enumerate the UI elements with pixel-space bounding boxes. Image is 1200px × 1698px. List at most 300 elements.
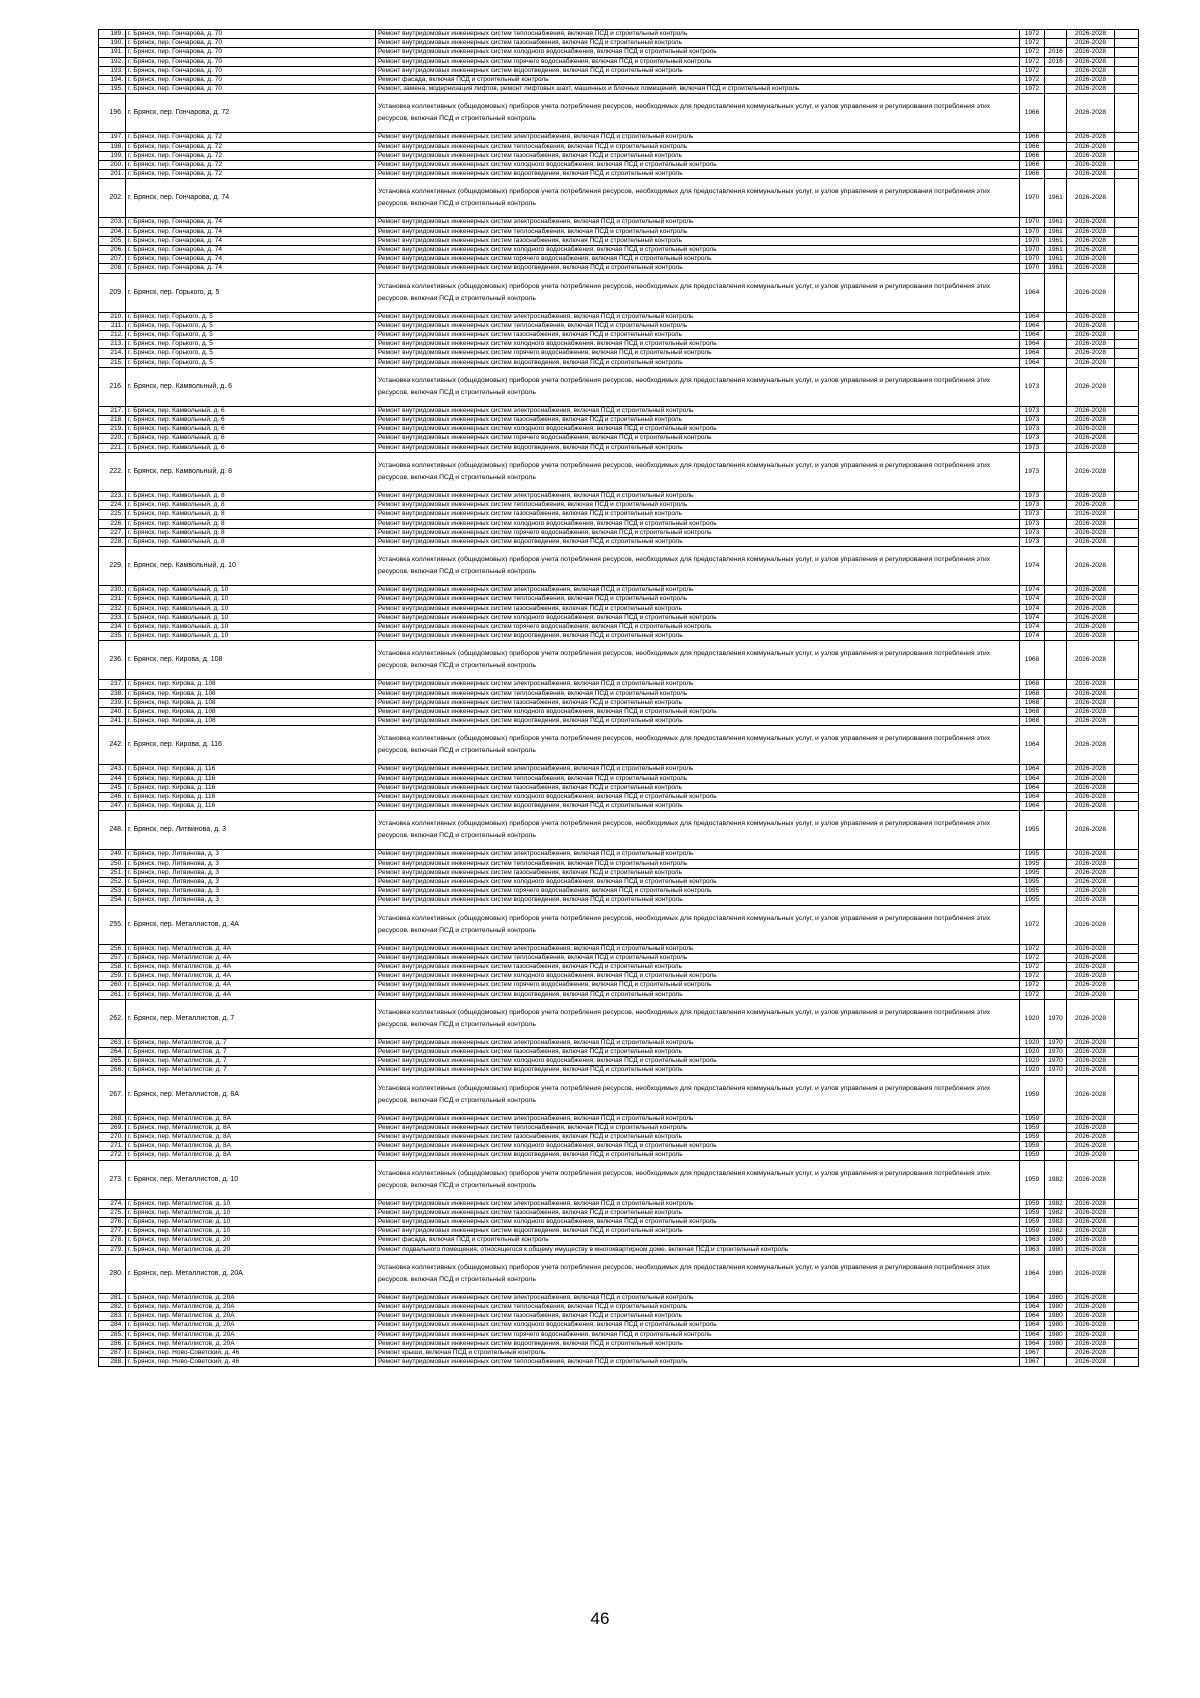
table-row [99, 698, 1139, 707]
row-number: 200. [99, 161, 126, 170]
period-cell: 2026-2028 [1067, 1160, 1115, 1199]
work-type-cell: Ремонт внутридомовых инженерных систем холодного водоснабжения, включая ПСД и строительный контроль [376, 1218, 1020, 1227]
year-built-cell: 1920 [1020, 1057, 1045, 1066]
empty-cell [1115, 1330, 1139, 1339]
row-number: 194. [99, 76, 126, 85]
table-row [99, 783, 1139, 792]
year-renovated-cell [1045, 990, 1067, 999]
address-cell: г. Брянск, пер. Камвольный, д. 8 [126, 491, 376, 500]
year-built-cell: 1973 [1020, 528, 1045, 537]
year-renovated-cell [1045, 94, 1067, 133]
row-number: 271. [99, 1142, 126, 1151]
work-type-cell: Установка коллективных (общедомовых) приборов учета потребления ресурсов, необходимых для предоставления коммунальных услуг, и узлов управления и регулирования потребления этих ресурсов, включая ПСД и строительный контроль [376, 1160, 1020, 1199]
year-renovated-cell [1045, 1349, 1067, 1358]
work-type-cell: Ремонт внутридомовых инженерных систем холодного водоснабжения, включая ПСД и строительный контроль [376, 707, 1020, 716]
empty-cell [1115, 689, 1139, 698]
address-cell: г. Брянск, пер. Металлистов, д. 10 [126, 1208, 376, 1217]
year-built-cell: 1970 [1020, 218, 1045, 227]
address-cell: г. Брянск, пер. Камвольный, д. 8 [126, 452, 376, 491]
year-built-cell: 1972 [1020, 85, 1045, 94]
row-number: 204. [99, 227, 126, 236]
table-row [99, 1151, 1139, 1160]
year-built-cell: 1973 [1020, 452, 1045, 491]
row-number: 230. [99, 586, 126, 595]
address-cell: г. Брянск, пер. Камвольный, д. 6 [126, 367, 376, 406]
period-cell: 2026-2028 [1067, 406, 1115, 415]
year-renovated-cell: 1980 [1045, 1330, 1067, 1339]
year-built-cell: 1970 [1020, 179, 1045, 218]
address-cell: г. Брянск, пер. Камвольный, д. 6 [126, 443, 376, 452]
work-type-cell: Ремонт внутридомовых инженерных систем теплоснабжения, включая ПСД и строительный контроль [376, 1358, 1020, 1367]
year-renovated-cell [1045, 717, 1067, 726]
work-type-cell: Ремонт, замена, модернизация лифтов, ремонт лифтовых шахт, машинных и блочных помещений, включая ПСД и строительный контроль [376, 85, 1020, 94]
table-row [99, 227, 1139, 236]
work-type-cell: Ремонт внутридомовых инженерных систем электроснабжения, включая ПСД и строительный контроль [376, 312, 1020, 321]
row-number: 242. [99, 726, 126, 765]
year-renovated-cell [1045, 510, 1067, 519]
year-renovated-cell [1045, 896, 1067, 905]
row-number: 287. [99, 1349, 126, 1358]
work-type-cell: Ремонт внутридомовых инженерных систем холодного водоснабжения, включая ПСД и строительный контроль [376, 613, 1020, 622]
empty-cell [1115, 859, 1139, 868]
work-type-cell: Ремонт внутридомовых инженерных систем теплоснабжения, включая ПСД и строительный контроль [376, 227, 1020, 236]
work-type-cell: Установка коллективных (общедомовых) приборов учета потребления ресурсов, необходимых для предоставления коммунальных услуг, и узлов управления и регулирования потребления этих ресурсов, включая ПСД и строительный контроль [376, 273, 1020, 312]
table-row [99, 406, 1139, 415]
period-cell: 2026-2028 [1067, 877, 1115, 886]
empty-cell [1115, 887, 1139, 896]
period-cell: 2026-2028 [1067, 962, 1115, 971]
address-cell: г. Брянск, пер. Металлистов, д. 7 [126, 999, 376, 1038]
table-row [99, 850, 1139, 859]
year-renovated-cell [1045, 981, 1067, 990]
year-built-cell: 1974 [1020, 622, 1045, 631]
address-cell: г. Брянск, пер. Литвинова, д. 3 [126, 896, 376, 905]
table-row [99, 1123, 1139, 1132]
address-cell: г. Брянск, пер. Горького, д. 5 [126, 331, 376, 340]
year-renovated-cell [1045, 358, 1067, 367]
period-cell: 2026-2028 [1067, 792, 1115, 801]
empty-cell [1115, 707, 1139, 716]
table-row [99, 905, 1139, 944]
year-built-cell: 1959 [1020, 1160, 1045, 1199]
year-renovated-cell [1045, 142, 1067, 151]
address-cell: г. Брянск, пер. Гончарова, д. 70 [126, 57, 376, 66]
table-row [99, 57, 1139, 66]
period-cell: 2026-2028 [1067, 622, 1115, 631]
empty-cell [1115, 30, 1139, 39]
year-renovated-cell: 1982 [1045, 1218, 1067, 1227]
empty-cell [1115, 595, 1139, 604]
empty-cell [1115, 999, 1139, 1038]
year-built-cell: 1972 [1020, 76, 1045, 85]
year-renovated-cell [1045, 905, 1067, 944]
year-built-cell: 1973 [1020, 510, 1045, 519]
table-row [99, 273, 1139, 312]
year-renovated-cell: 1970 [1045, 1048, 1067, 1057]
year-built-cell: 1964 [1020, 783, 1045, 792]
table-row [99, 877, 1139, 886]
table-row [99, 48, 1139, 57]
table-row [99, 547, 1139, 586]
year-renovated-cell [1045, 953, 1067, 962]
row-number: 246. [99, 792, 126, 801]
empty-cell [1115, 85, 1139, 94]
row-number: 280. [99, 1254, 126, 1293]
empty-cell [1115, 312, 1139, 321]
year-renovated-cell: 1980 [1045, 1236, 1067, 1245]
year-built-cell: 1966 [1020, 133, 1045, 142]
address-cell: г. Брянск, пер. Горького, д. 5 [126, 273, 376, 312]
empty-cell [1115, 1160, 1139, 1199]
address-cell: г. Брянск, пер. Ново-Советский, д. 46 [126, 1349, 376, 1358]
table-row [99, 151, 1139, 160]
year-renovated-cell [1045, 85, 1067, 94]
year-built-cell: 1966 [1020, 151, 1045, 160]
year-renovated-cell: 1961 [1045, 236, 1067, 245]
address-cell: г. Брянск, пер. Металлистов, д. 7 [126, 1057, 376, 1066]
year-renovated-cell: 1980 [1045, 1339, 1067, 1348]
address-cell: г. Брянск, пер. Камвольный, д. 6 [126, 406, 376, 415]
row-number: 232. [99, 604, 126, 613]
table-body [99, 30, 1139, 1367]
row-number: 283. [99, 1312, 126, 1321]
empty-cell [1115, 868, 1139, 877]
empty-cell [1115, 680, 1139, 689]
year-built-cell: 1972 [1020, 30, 1045, 39]
period-cell: 2026-2028 [1067, 726, 1115, 765]
row-number: 226. [99, 519, 126, 528]
address-cell: г. Брянск, пер. Гончарова, д. 70 [126, 66, 376, 75]
address-cell: г. Брянск, пер. Камвольный, д. 8 [126, 501, 376, 510]
period-cell: 2026-2028 [1067, 170, 1115, 179]
work-type-cell: Ремонт внутридомовых инженерных систем водоотведения, включая ПСД и строительный контроль [376, 990, 1020, 999]
empty-cell [1115, 622, 1139, 631]
row-number: 218. [99, 416, 126, 425]
empty-cell [1115, 321, 1139, 330]
year-renovated-cell [1045, 76, 1067, 85]
period-cell: 2026-2028 [1067, 1227, 1115, 1236]
period-cell: 2026-2028 [1067, 151, 1115, 160]
period-cell: 2026-2028 [1067, 1245, 1115, 1254]
address-cell: г. Брянск, пер. Гончарова, д. 72 [126, 151, 376, 160]
year-renovated-cell: 1980 [1045, 1321, 1067, 1330]
table-row [99, 30, 1139, 39]
year-built-cell: 1974 [1020, 586, 1045, 595]
table-row [99, 1075, 1139, 1114]
period-cell: 2026-2028 [1067, 1312, 1115, 1321]
period-cell: 2026-2028 [1067, 358, 1115, 367]
year-built-cell: 1959 [1020, 1075, 1045, 1114]
year-built-cell: 1964 [1020, 726, 1045, 765]
period-cell: 2026-2028 [1067, 1199, 1115, 1208]
row-number: 192. [99, 57, 126, 66]
period-cell: 2026-2028 [1067, 1254, 1115, 1293]
table-row [99, 1218, 1139, 1227]
year-built-cell: 1959 [1020, 1199, 1045, 1208]
period-cell: 2026-2028 [1067, 133, 1115, 142]
year-renovated-cell [1045, 887, 1067, 896]
work-type-cell: Ремонт внутридомовых инженерных систем холодного водоснабжения, включая ПСД и строительный контроль [376, 792, 1020, 801]
empty-cell [1115, 641, 1139, 680]
work-type-cell: Ремонт внутридомовых инженерных систем горячего водоснабжения, включая ПСД и строительный контроль [376, 528, 1020, 537]
empty-cell [1115, 981, 1139, 990]
period-cell: 2026-2028 [1067, 255, 1115, 264]
period-cell: 2026-2028 [1067, 999, 1115, 1038]
empty-cell [1115, 877, 1139, 886]
row-number: 284. [99, 1321, 126, 1330]
empty-cell [1115, 632, 1139, 641]
work-type-cell: Ремонт внутридомовых инженерных систем горячего водоснабжения, включая ПСД и строительный контроль [376, 434, 1020, 443]
year-built-cell: 1959 [1020, 1142, 1045, 1151]
year-built-cell: 1963 [1020, 1236, 1045, 1245]
period-cell: 2026-2028 [1067, 765, 1115, 774]
address-cell: г. Брянск, пер. Металлистов, д. 10 [126, 1160, 376, 1199]
year-built-cell: 1974 [1020, 547, 1045, 586]
year-renovated-cell: 1982 [1045, 1160, 1067, 1199]
empty-cell [1115, 1208, 1139, 1217]
table-row [99, 1048, 1139, 1057]
row-number: 227. [99, 528, 126, 537]
period-cell: 2026-2028 [1067, 161, 1115, 170]
year-renovated-cell [1045, 604, 1067, 613]
address-cell: г. Брянск, пер. Кирова, д. 116 [126, 802, 376, 811]
period-cell: 2026-2028 [1067, 1114, 1115, 1123]
table-row [99, 972, 1139, 981]
address-cell: г. Брянск, пер. Металлистов, д. 8А [126, 1075, 376, 1114]
row-number: 282. [99, 1303, 126, 1312]
address-cell: г. Брянск, пер. Гончарова, д. 70 [126, 85, 376, 94]
period-cell: 2026-2028 [1067, 510, 1115, 519]
year-built-cell: 1970 [1020, 246, 1045, 255]
work-type-cell: Ремонт внутридомовых инженерных систем горячего водоснабжения, включая ПСД и строительный контроль [376, 349, 1020, 358]
empty-cell [1115, 367, 1139, 406]
table-row [99, 416, 1139, 425]
row-number: 258. [99, 962, 126, 971]
work-type-cell: Ремонт внутридомовых инженерных систем горячего водоснабжения, включая ПСД и строительный контроль [376, 1330, 1020, 1339]
work-type-cell: Ремонт внутридомовых инженерных систем газоснабжения, включая ПСД и строительный контроль [376, 604, 1020, 613]
table-row [99, 595, 1139, 604]
work-type-cell: Ремонт внутридомовых инженерных систем электроснабжения, включая ПСД и строительный контроль [376, 765, 1020, 774]
row-number: 190. [99, 39, 126, 48]
address-cell: г. Брянск, пер. Литвинова, д. 3 [126, 811, 376, 850]
address-cell: г. Брянск, пер. Гончарова, д. 74 [126, 236, 376, 245]
table-row [99, 1114, 1139, 1123]
empty-cell [1115, 537, 1139, 546]
address-cell: г. Брянск, пер. Кирова, д. 116 [126, 774, 376, 783]
work-type-cell: Ремонт внутридомовых инженерных систем водоотведения, включая ПСД и строительный контроль [376, 1227, 1020, 1236]
empty-cell [1115, 783, 1139, 792]
address-cell: г. Брянск, пер. Металлистов, д. 4А [126, 944, 376, 953]
empty-cell [1115, 717, 1139, 726]
table-row [99, 586, 1139, 595]
empty-cell [1115, 349, 1139, 358]
year-built-cell: 1973 [1020, 367, 1045, 406]
row-number: 235. [99, 632, 126, 641]
table-row [99, 859, 1139, 868]
row-number: 240. [99, 707, 126, 716]
period-cell: 2026-2028 [1067, 868, 1115, 877]
period-cell: 2026-2028 [1067, 1066, 1115, 1075]
row-number: 195. [99, 85, 126, 94]
row-number: 236. [99, 641, 126, 680]
row-number: 259. [99, 972, 126, 981]
table-row [99, 312, 1139, 321]
address-cell: г. Брянск, пер. Гончарова, д. 74 [126, 264, 376, 273]
period-cell: 2026-2028 [1067, 783, 1115, 792]
table-row [99, 1057, 1139, 1066]
year-renovated-cell [1045, 151, 1067, 160]
period-cell: 2026-2028 [1067, 57, 1115, 66]
row-number: 206. [99, 246, 126, 255]
table-row [99, 161, 1139, 170]
table-row [99, 434, 1139, 443]
work-type-cell: Ремонт внутридомовых инженерных систем теплоснабжения, включая ПСД и строительный контроль [376, 1123, 1020, 1132]
work-type-cell: Ремонт внутридомовых инженерных систем электроснабжения, включая ПСД и строительный контроль [376, 406, 1020, 415]
work-type-cell: Установка коллективных (общедомовых) приборов учета потребления ресурсов, необходимых для предоставления коммунальных услуг, и узлов управления и регулирования потребления этих ресурсов, включая ПСД и строительный контроль [376, 452, 1020, 491]
empty-cell [1115, 491, 1139, 500]
row-number: 253. [99, 887, 126, 896]
table-row [99, 179, 1139, 218]
row-number: 237. [99, 680, 126, 689]
empty-cell [1115, 1114, 1139, 1123]
year-renovated-cell [1045, 416, 1067, 425]
row-number: 256. [99, 944, 126, 953]
table-row [99, 1133, 1139, 1142]
year-built-cell: 1920 [1020, 1038, 1045, 1047]
year-built-cell: 1995 [1020, 868, 1045, 877]
address-cell: г. Брянск, пер. Металлистов, д. 20А [126, 1303, 376, 1312]
work-type-cell: Ремонт внутридомовых инженерных систем холодного водоснабжения, включая ПСД и строительный контроль [376, 972, 1020, 981]
year-built-cell: 1964 [1020, 802, 1045, 811]
table-row [99, 491, 1139, 500]
year-built-cell: 1973 [1020, 537, 1045, 546]
year-built-cell: 1974 [1020, 595, 1045, 604]
address-cell: г. Брянск, пер. Ново-Советский, д. 46 [126, 1358, 376, 1367]
address-cell: г. Брянск, пер. Камвольный, д. 6 [126, 434, 376, 443]
year-renovated-cell [1045, 1133, 1067, 1142]
table-row [99, 613, 1139, 622]
address-cell: г. Брянск, пер. Горького, д. 5 [126, 321, 376, 330]
year-renovated-cell [1045, 850, 1067, 859]
year-built-cell: 1970 [1020, 236, 1045, 245]
work-type-cell: Ремонт внутридомовых инженерных систем водоотведения, включая ПСД и строительный контроль [376, 896, 1020, 905]
address-cell: г. Брянск, пер. Горького, д. 5 [126, 312, 376, 321]
address-cell: г. Брянск, пер. Гончарова, д. 74 [126, 246, 376, 255]
address-cell: г. Брянск, пер. Кирова, д. 108 [126, 680, 376, 689]
year-built-cell: 1959 [1020, 1114, 1045, 1123]
address-cell: г. Брянск, пер. Металлистов, д. 4А [126, 972, 376, 981]
table-row [99, 255, 1139, 264]
address-cell: г. Брянск, пер. Металлистов, д. 10 [126, 1218, 376, 1227]
table-row [99, 1254, 1139, 1293]
address-cell: г. Брянск, пер. Камвольный, д. 6 [126, 416, 376, 425]
address-cell: г. Брянск, пер. Камвольный, д. 10 [126, 604, 376, 613]
year-renovated-cell: 1982 [1045, 1208, 1067, 1217]
row-number: 214. [99, 349, 126, 358]
period-cell: 2026-2028 [1067, 537, 1115, 546]
empty-cell [1115, 896, 1139, 905]
empty-cell [1115, 1123, 1139, 1132]
row-number: 238. [99, 689, 126, 698]
empty-cell [1115, 1038, 1139, 1047]
work-type-cell: Установка коллективных (общедомовых) приборов учета потребления ресурсов, необходимых для предоставления коммунальных услуг, и узлов управления и регулирования потребления этих ресурсов, включая ПСД и строительный контроль [376, 179, 1020, 218]
year-renovated-cell [1045, 595, 1067, 604]
period-cell: 2026-2028 [1067, 416, 1115, 425]
period-cell: 2026-2028 [1067, 1321, 1115, 1330]
year-built-cell: 1964 [1020, 774, 1045, 783]
address-cell: г. Брянск, пер. Металлистов, д. 8А [126, 1123, 376, 1132]
address-cell: г. Брянск, пер. Камвольный, д. 8 [126, 519, 376, 528]
year-renovated-cell: 1970 [1045, 1066, 1067, 1075]
address-cell: г. Брянск, пер. Металлистов, д. 8А [126, 1142, 376, 1151]
year-renovated-cell [1045, 491, 1067, 500]
table-row [99, 425, 1139, 434]
empty-cell [1115, 519, 1139, 528]
row-number: 241. [99, 717, 126, 726]
year-renovated-cell [1045, 547, 1067, 586]
year-renovated-cell [1045, 331, 1067, 340]
work-type-cell: Ремонт внутридомовых инженерных систем водоотведения, включая ПСД и строительный контроль [376, 1066, 1020, 1075]
row-number: 275. [99, 1208, 126, 1217]
year-built-cell: 1964 [1020, 1312, 1045, 1321]
row-number: 286. [99, 1339, 126, 1348]
year-renovated-cell: 1980 [1045, 1245, 1067, 1254]
table-row [99, 1321, 1139, 1330]
address-cell: г. Брянск, пер. Металлистов, д. 8А [126, 1114, 376, 1123]
empty-cell [1115, 133, 1139, 142]
address-cell: г. Брянск, пер. Гончарова, д. 70 [126, 30, 376, 39]
table-row [99, 501, 1139, 510]
year-renovated-cell [1045, 972, 1067, 981]
period-cell: 2026-2028 [1067, 528, 1115, 537]
table-row [99, 1227, 1139, 1236]
year-renovated-cell [1045, 632, 1067, 641]
period-cell: 2026-2028 [1067, 1057, 1115, 1066]
year-renovated-cell: 1982 [1045, 1227, 1067, 1236]
table-row [99, 340, 1139, 349]
empty-cell [1115, 227, 1139, 236]
year-renovated-cell [1045, 452, 1067, 491]
row-number: 248. [99, 811, 126, 850]
table-row [99, 1293, 1139, 1302]
table-row [99, 1245, 1139, 1254]
period-cell: 2026-2028 [1067, 1303, 1115, 1312]
address-cell: г. Брянск, пер. Металлистов, д. 4А [126, 981, 376, 990]
row-number: 273. [99, 1160, 126, 1199]
year-built-cell: 1967 [1020, 1358, 1045, 1367]
year-built-cell: 1972 [1020, 962, 1045, 971]
row-number: 228. [99, 537, 126, 546]
table-row [99, 349, 1139, 358]
address-cell: г. Брянск, пер. Камвольный, д. 10 [126, 595, 376, 604]
address-cell: г. Брянск, пер. Гончарова, д. 70 [126, 76, 376, 85]
period-cell: 2026-2028 [1067, 1123, 1115, 1132]
address-cell: г. Брянск, пер. Литвинова, д. 3 [126, 859, 376, 868]
period-cell: 2026-2028 [1067, 774, 1115, 783]
row-number: 270. [99, 1133, 126, 1142]
year-renovated-cell [1045, 340, 1067, 349]
work-type-cell: Ремонт внутридомовых инженерных систем электроснабжения, включая ПСД и строительный контроль [376, 944, 1020, 953]
address-cell: г. Брянск, пер. Гончарова, д. 74 [126, 255, 376, 264]
address-cell: г. Брянск, пер. Камвольный, д. 8 [126, 510, 376, 519]
row-number: 265. [99, 1057, 126, 1066]
row-number: 223. [99, 491, 126, 500]
period-cell: 2026-2028 [1067, 340, 1115, 349]
empty-cell [1115, 613, 1139, 622]
year-renovated-cell [1045, 698, 1067, 707]
work-type-cell: Ремонт внутридомовых инженерных систем теплоснабжения, включая ПСД и строительный контроль [376, 859, 1020, 868]
work-type-cell: Ремонт внутридомовых инженерных систем водоотведения, включая ПСД и строительный контроль [376, 1151, 1020, 1160]
